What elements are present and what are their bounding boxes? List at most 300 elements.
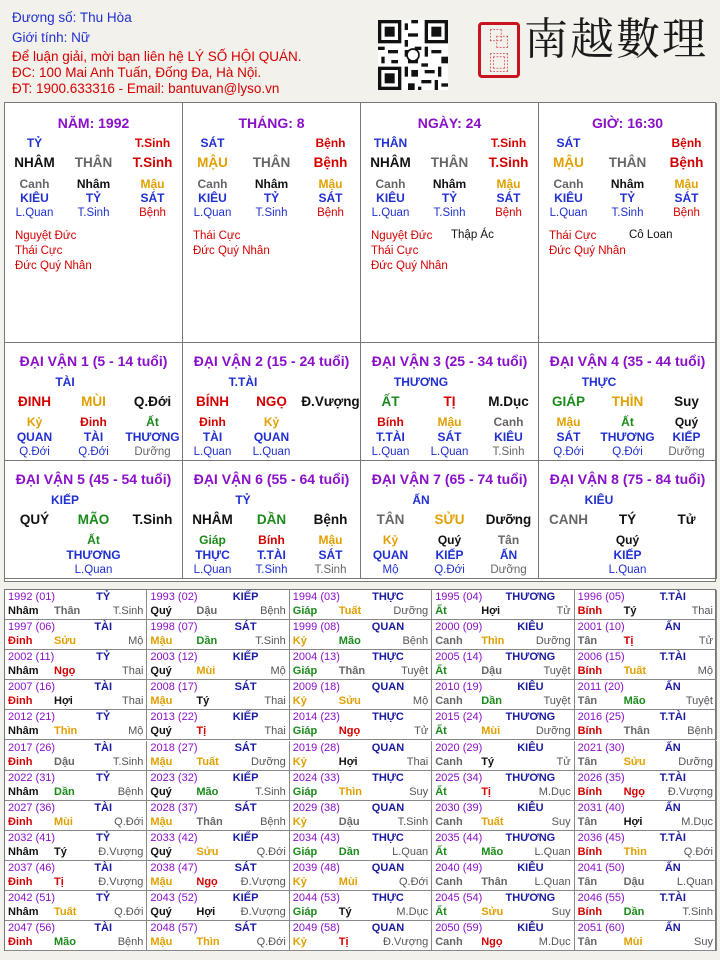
year-line-2 (150, 786, 285, 799)
year-stem: Kỷ (292, 635, 307, 648)
dai-van-hidden-gods (539, 430, 716, 444)
year-stage: T.Sinh (112, 605, 144, 617)
year-stage: Thai (691, 605, 713, 617)
dai-van-title: ĐẠI VẬN 1 (5 - 14 tuổi) (19, 353, 168, 369)
pillar-stage-item: T.Sinh (433, 207, 466, 219)
year-cell (432, 831, 574, 861)
year-line-2 (293, 695, 428, 708)
year-stem: Canh (435, 695, 463, 708)
dai-van-stage-item: T.Sinh (492, 446, 525, 458)
year-line-2 (435, 876, 570, 889)
year-line-1 (293, 892, 428, 905)
dai-van-stem-branch-item: BÍNH (196, 394, 229, 409)
dai-van-hidden-stems (539, 533, 716, 547)
address: ĐC: 100 Mai Anh Tuấn, Đống Đa, Hà Nội. (12, 65, 262, 80)
year-stem: Giáp (292, 845, 318, 858)
year-stem: Bính (577, 665, 603, 678)
year-line-2 (8, 756, 143, 769)
year-line-1 (8, 742, 143, 755)
year-branch: Dần (54, 785, 75, 798)
dai-van-top-god: ẤN (412, 493, 430, 507)
year-line-1 (578, 922, 713, 935)
year-stage: Đ.Vượng (383, 936, 429, 949)
year-cell (575, 891, 717, 921)
year-branch: Tý (54, 845, 67, 858)
pillar-stage-item: Bệnh (673, 207, 700, 219)
dai-van-5 (5, 461, 183, 579)
year-cell (290, 620, 432, 650)
year-label: 2026 (35) (577, 771, 625, 784)
year-cell (290, 771, 432, 801)
year-line-2 (293, 665, 428, 678)
pillar-stars-secondary (451, 229, 494, 241)
year-line-1 (150, 772, 285, 785)
dai-van-3 (361, 343, 539, 461)
year-cell (5, 710, 147, 740)
year-line-1 (8, 892, 143, 905)
year-line-2 (8, 816, 143, 829)
year-line-2 (293, 816, 428, 829)
pillar-hidden-gods-item: KIÊU (198, 191, 227, 205)
year-stage: L.Quan (676, 875, 713, 888)
year-god: TỶ (96, 651, 111, 664)
dai-van-hidden-gods-item (123, 548, 182, 562)
year-stage: Mộ (697, 665, 713, 678)
year-branch: Sửu (54, 635, 77, 648)
pillar-stage-item: Bệnh (495, 207, 522, 219)
dai-van-hidden-gods-item (5, 548, 64, 562)
pillar-top-gods (361, 136, 538, 150)
year-cell (5, 831, 147, 861)
year-cell (432, 680, 574, 710)
year-line-1 (578, 681, 713, 694)
year-label: 2000 (09) (435, 621, 483, 634)
star-item: Thập Ác (451, 229, 494, 241)
year-cell (432, 861, 574, 891)
year-stage: Mộ (270, 665, 286, 678)
year-cell (432, 741, 574, 771)
pillar-hidden-gods (183, 191, 360, 205)
year-line-2 (435, 816, 570, 829)
year-god: QUAN (371, 922, 405, 935)
dai-van-hidden-stems-item: Tân (497, 533, 520, 547)
pillar-hidden-gods (5, 191, 182, 205)
year-label: 2050 (59) (435, 922, 483, 935)
red-seal-logo: ⿻ ⿴ (478, 22, 520, 78)
year-stage: Q.Đới (114, 815, 144, 828)
year-god: QUAN (371, 621, 405, 634)
dai-van-hidden-gods-item: THƯƠNG (600, 430, 655, 444)
year-line-2 (578, 605, 713, 618)
year-branch: Tý (623, 605, 637, 617)
dai-van-hidden-gods (539, 548, 716, 562)
pillar-hidden-stems-item: Nhâm (254, 177, 289, 191)
year-god: SÁT (234, 861, 257, 874)
year-label: 2006 (15) (577, 651, 625, 664)
pillar-3 (361, 103, 539, 343)
year-line-1 (8, 651, 143, 664)
year-branch: Mùi (338, 875, 358, 888)
year-god: TÀI (94, 681, 113, 694)
year-label: 2030 (39) (435, 801, 483, 814)
dai-van-stage-item (5, 564, 64, 576)
year-line-2 (8, 846, 143, 859)
year-branch: Hợi (481, 605, 501, 617)
dai-van-stem-branch-item: Tử (677, 512, 696, 527)
year-stem: Giáp (292, 605, 318, 617)
year-stem: Giáp (292, 785, 318, 798)
pillar-stem-branch-item: THÂN (430, 155, 469, 170)
year-stem: Mậu (150, 635, 173, 648)
year-stage: L.Quan (534, 875, 571, 888)
year-god: SÁT (234, 741, 257, 754)
year-stage: Bệnh (117, 936, 144, 949)
pillar-hidden-stems-item: Canh (553, 177, 584, 191)
year-branch: Tuất (196, 755, 219, 768)
year-stem: Nhâm (8, 906, 39, 918)
year-cell (432, 801, 574, 831)
dai-van-hidden-gods-item: THƯƠNG (66, 548, 121, 562)
year-god: TÀI (94, 801, 113, 814)
pillar-hidden-gods-item: SÁT (140, 191, 165, 205)
dai-van-stage-item: Dưỡng (490, 564, 527, 576)
dai-van-stage-item: Q.Đới (19, 446, 50, 458)
year-line-2 (293, 756, 428, 769)
year-stem: Bính (577, 785, 603, 798)
year-label: 2001 (10) (577, 621, 625, 634)
year-cell (575, 861, 717, 891)
year-branch: Tị (196, 725, 207, 738)
dai-van-stage-item: Dưỡng (668, 446, 705, 458)
year-branch: Thìn (481, 635, 505, 648)
dai-van-top-god: TÀI (55, 375, 75, 389)
year-stage: Đ.Vượng (98, 875, 144, 888)
year-stem: Ất (435, 906, 447, 918)
year-line-2 (150, 906, 285, 919)
dai-van-stage-item (301, 446, 360, 458)
dai-van-hidden-stems-item: Mậu (318, 533, 343, 547)
year-stem: Giáp (292, 665, 318, 678)
year-stem: Kỷ (292, 695, 307, 708)
year-stem: Tân (577, 815, 598, 828)
year-branch: Tuất (338, 605, 362, 617)
year-line-2 (435, 936, 570, 949)
year-line-2 (435, 605, 570, 618)
year-stem: Bính (577, 906, 603, 918)
year-label: 2036 (45) (577, 831, 625, 844)
year-branch: Ngọ (623, 785, 645, 798)
dai-van-stage-item: Q.Đới (78, 446, 109, 458)
year-stem: Bính (577, 725, 603, 738)
dai-van-stage (5, 564, 182, 576)
year-branch: Mùi (54, 815, 73, 828)
pillar-hidden-stems-item: Nhâm (76, 177, 111, 191)
year-god: TỶ (96, 892, 111, 904)
pillar-stage-item: T.Sinh (611, 207, 644, 219)
year-stage: T.Sinh (112, 755, 144, 768)
year-line-1 (150, 742, 285, 755)
star-item: Thái Cực (193, 230, 241, 242)
year-line-1 (293, 711, 428, 724)
year-line-1 (293, 621, 428, 634)
year-god: TÀI (94, 861, 113, 874)
year-label: 2008 (17) (150, 681, 198, 694)
year-label: 2025 (34) (435, 771, 483, 784)
pillar-top-gods-item: Bệnh (671, 136, 702, 150)
year-label: 2002 (11) (8, 651, 55, 664)
dai-van-stage-item: T.Sinh (255, 564, 288, 576)
pillar-stars (15, 229, 92, 274)
dai-van-hidden-stems-item (123, 533, 182, 547)
dai-van-top-god: KIÊU (584, 493, 614, 507)
dai-van-hidden-stems-item: Ất (146, 415, 159, 429)
year-cell (5, 861, 147, 891)
year-line-2 (435, 665, 570, 678)
year-cell (432, 921, 574, 951)
year-line-1 (293, 651, 428, 664)
year-line-1 (578, 742, 713, 755)
dai-van-hidden-stems-item (657, 533, 716, 547)
year-label: 2018 (27) (150, 741, 198, 754)
dai-van-hidden-gods-item: KIÊU (494, 430, 523, 444)
pillar-stem-branch-item: THÂN (608, 155, 647, 170)
dai-van-hidden-stems-item: Giáp (199, 533, 226, 547)
year-label: 2033 (42) (150, 831, 198, 844)
year-stage: Thai (264, 695, 286, 708)
dai-van-stem-branch (183, 512, 360, 527)
year-stage: Dưỡng (535, 635, 571, 648)
pillar-stem-branch-item: MẬU (553, 155, 584, 170)
year-line-2 (578, 725, 713, 738)
year-branch: Hợi (196, 906, 216, 918)
dai-van-stem-branch-item: CANH (549, 512, 588, 527)
dai-van-8 (539, 461, 717, 579)
year-label: 2011 (20) (577, 681, 624, 694)
year-branch: Mão (623, 695, 646, 708)
dai-van-stage (361, 446, 538, 458)
year-stage: Tuyệt (543, 695, 571, 708)
dai-van-stage-item: L.Quan (608, 564, 647, 576)
year-branch: Hợi (623, 815, 643, 828)
year-stem: Mậu (150, 936, 173, 949)
year-branch: Mão (338, 635, 361, 648)
year-branch: Hợi (338, 755, 358, 768)
dai-van-stem-branch-item: Đ.Vượng (301, 394, 360, 409)
year-branch: Thìn (623, 845, 647, 858)
pillar-2 (183, 103, 361, 343)
year-god: T.TÀI (659, 591, 686, 603)
year-branch: Tị (623, 635, 634, 648)
pillar-hidden-stems (5, 177, 182, 191)
dai-van-stage-item: L.Quan (193, 446, 232, 458)
year-god: KIẾP (232, 711, 259, 724)
year-cell (432, 650, 574, 680)
year-label: 2028 (37) (150, 801, 198, 814)
dai-van-stem-branch-item: THÌN (611, 394, 644, 409)
year-branch: Dần (338, 845, 360, 858)
star-item: Thái Cực (15, 245, 63, 257)
dai-van-hidden-stems (183, 533, 360, 547)
dai-van-stem-branch-item: QUÝ (19, 512, 50, 527)
pillar-hidden-gods (539, 191, 716, 205)
year-line-2 (8, 665, 143, 678)
header (0, 0, 720, 100)
year-god: THƯƠNG (505, 591, 556, 603)
year-line-1 (8, 711, 143, 724)
pillar-stem-branch (5, 155, 182, 170)
year-line-1 (8, 591, 143, 604)
year-line-1 (150, 651, 285, 664)
dai-van-stem-branch-item: TỊ (443, 394, 456, 409)
dai-van-hidden-gods-item: SÁT (556, 430, 581, 444)
dai-van-stage-item: L.Quan (252, 446, 291, 458)
pillar-stem-branch-item: MẬU (197, 155, 228, 170)
year-label: 2024 (33) (292, 771, 340, 784)
year-line-2 (293, 906, 428, 919)
year-god: ẤN (664, 922, 681, 935)
year-stem: Kỷ (292, 936, 307, 949)
year-label: 2045 (54) (435, 892, 483, 904)
year-god: KIẾP (232, 831, 259, 844)
pillar-hidden-stems-item: Mậu (674, 177, 699, 191)
year-cell (575, 741, 717, 771)
year-cell (5, 741, 147, 771)
dai-van-hidden-gods (183, 430, 360, 444)
year-stem: Canh (435, 755, 463, 768)
year-line-1 (578, 772, 713, 785)
dai-van-stage (361, 564, 538, 576)
year-line-1 (293, 832, 428, 845)
year-line-1 (578, 591, 713, 604)
year-line-2 (578, 936, 713, 949)
dai-van-hidden-gods-item: T.TÀI (376, 430, 405, 444)
pillar-hidden-gods-item: TỶ (619, 191, 636, 205)
year-branch: Ngọ (481, 936, 503, 949)
year-god: TÀI (94, 922, 113, 935)
dai-van-hidden-stems (539, 415, 716, 429)
pillar-stage (539, 207, 716, 219)
dai-van-stem-branch-item: TÝ (618, 512, 637, 527)
year-cell (432, 590, 574, 620)
year-stem: Đinh (8, 936, 33, 949)
year-god: SÁT (234, 801, 257, 814)
dai-van-stem-branch-item: Q.Đới (133, 394, 172, 409)
year-line-2 (293, 605, 428, 618)
pillar-stem-branch (361, 155, 538, 170)
year-stem: Ất (435, 665, 447, 678)
dai-van-stem-branch-item: ẤT (381, 394, 400, 409)
year-god: SÁT (234, 681, 257, 694)
year-stage: Dưỡng (393, 605, 429, 617)
pillar-hidden-gods-item: TỶ (263, 191, 280, 205)
year-line-1 (150, 711, 285, 724)
year-stage: Dưỡng (251, 755, 286, 768)
year-god: TỶ (96, 591, 111, 603)
year-stage: Suy (551, 906, 571, 918)
dai-van-top-god: T.TÀI (228, 375, 258, 389)
year-line-2 (435, 906, 570, 919)
year-line-1 (293, 772, 428, 785)
year-branch: Hợi (54, 695, 73, 708)
year-line-2 (8, 725, 143, 738)
year-branch: Thân (623, 725, 650, 738)
year-line-2 (435, 635, 570, 648)
year-line-2 (8, 695, 143, 708)
year-line-1 (293, 862, 428, 875)
dai-van-stage-item: Q.Đới (434, 564, 465, 576)
year-cell (147, 710, 289, 740)
year-god: KIÊU (517, 741, 544, 754)
pillar-stage-item: L.Quan (549, 207, 588, 219)
year-line-1 (150, 621, 285, 634)
pillar-hidden-gods (361, 191, 538, 205)
year-cell (147, 891, 289, 921)
year-stem: Ất (435, 785, 447, 798)
dai-van-hidden-stems-item: Đinh (80, 415, 107, 429)
dai-van-stem-branch-item: T.Sinh (132, 512, 173, 527)
year-cell (147, 831, 289, 861)
dai-van-hidden-gods-item: T.TÀI (257, 548, 286, 562)
year-stage: Tuyệt (401, 665, 429, 678)
year-line-2 (578, 635, 713, 648)
dai-van-hidden-gods-item: SÁT (318, 548, 343, 562)
year-stem: Canh (435, 936, 463, 949)
pillar-stem-branch-item: Bệnh (669, 155, 704, 170)
dai-van-title: ĐẠI VẬN 7 (65 - 74 tuổi) (371, 471, 528, 487)
year-god: ẤN (664, 681, 681, 694)
year-label: 2040 (49) (435, 861, 483, 874)
year-label: 2035 (44) (435, 831, 483, 844)
year-stage: T.Sinh (397, 815, 429, 828)
year-line-1 (293, 802, 428, 815)
year-stage: Tuyệt (685, 695, 713, 708)
pillar-hidden-stems-item: Nhâm (432, 177, 467, 191)
year-cell (575, 710, 717, 740)
year-god: SÁT (234, 621, 257, 634)
year-label: 2013 (22) (150, 711, 198, 724)
year-stem: Tân (577, 635, 598, 648)
year-label: 2012 (21) (8, 711, 56, 724)
dai-van-hidden-stems-item: Kỷ (263, 415, 280, 429)
year-stage: L.Quan (392, 845, 429, 858)
dai-van-hidden-gods-item: QUAN (253, 430, 290, 444)
year-label: 1994 (03) (292, 591, 340, 603)
dai-van-stem-branch (5, 394, 182, 409)
dai-van-top-god: THỰC (581, 375, 617, 389)
year-line-1 (578, 651, 713, 664)
year-stage: Thai (121, 665, 144, 678)
dai-van-hidden-gods (5, 548, 182, 562)
year-line-2 (150, 816, 285, 829)
dai-van-hidden-gods-item: THƯƠNG (125, 430, 180, 444)
year-god: THỰC (372, 771, 404, 784)
year-line-1 (578, 802, 713, 815)
pillar-top-gods (539, 136, 716, 150)
year-line-1 (435, 862, 570, 875)
star-item: Đức Quý Nhân (549, 245, 626, 257)
year-branch: Dần (196, 635, 218, 648)
year-stem: Giáp (292, 725, 318, 738)
dai-van-hidden-gods-item: TÀI (202, 430, 223, 444)
year-cell (290, 831, 432, 861)
year-branch: Ngọ (338, 725, 361, 738)
dai-van-hidden-gods-item (539, 548, 598, 562)
year-line-1 (8, 832, 143, 845)
year-line-2 (578, 876, 713, 889)
year-line-2 (435, 695, 570, 708)
year-line-1 (8, 922, 143, 935)
year-label: 2044 (53) (292, 892, 340, 904)
